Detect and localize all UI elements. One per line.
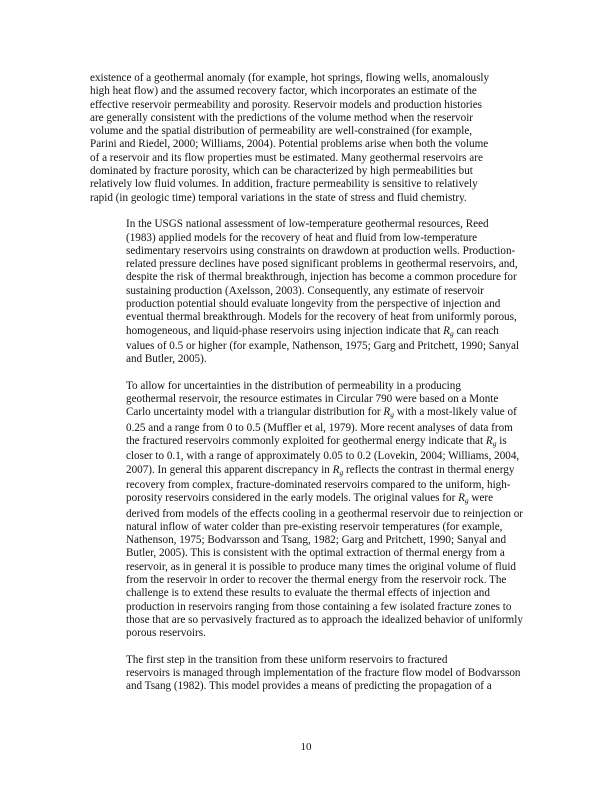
- text-line: Nathenson, 1975; Bodvarsson and Tsang, 1982; Garg and Pritchett, 1990; Sanyal and: [126, 534, 507, 547]
- text-line: dominated by fracture porosity, which can be characterized by high permeabilities but: [90, 165, 473, 178]
- text-line: the fractured reservoirs commonly exploited for geothermal energy indicate that $R_g$ is: [126, 435, 507, 449]
- recovery-factor-symbol: $R_g$: [485, 435, 497, 449]
- text-line: related pressure declines have posed significant problems in geothermal reservoirs, and,: [126, 258, 518, 271]
- paragraph: [90, 380, 532, 641]
- text-line: Parini and Riedel, 2000; Williams, 2004). Potential problems arise when both the volume: [90, 138, 489, 151]
- text-line: rapid (in geologic time) temporal variations in the state of stress and fluid chemistry.: [90, 191, 467, 204]
- text-line: relatively low fluid volumes. In addition, fracture permeability is sensitive to relatively: [90, 178, 478, 191]
- text-line: from the reservoir in order to recover the thermal energy from the reservoir rock. The: [126, 573, 507, 586]
- text-line: those that are so pervasively fractured as to approach the idealized behavior of uniformly: [126, 613, 523, 626]
- paragraph: [90, 218, 532, 366]
- page-number: 10: [300, 741, 312, 753]
- text-line: porosity reservoirs considered in the early models. The original values for $R_g$ were: [126, 492, 494, 506]
- text-line: 0.25 and a range from 0 to 0.5 (Muffler et al, 1979). More recent analyses of data from: [126, 421, 513, 434]
- body-text: [90, 72, 532, 707]
- text-line: closer to 0.1, with a range of approximately 0.05 to 0.2 (Lovekin, 2004; Williams, 2004,: [126, 450, 520, 463]
- text-line: and Butler, 2005).: [126, 353, 207, 366]
- text-line: challenge is to extend these results to evaluate the thermal effects of injection and: [126, 587, 490, 600]
- text-line: sustaining production (Axelsson, 2003). Consequently, any estimate of reservoir: [126, 284, 484, 297]
- text-line: Carlo uncertainty model with a triangular distribution for $R_g$ with a most-likely value of: [126, 406, 517, 420]
- paragraph: [90, 654, 532, 694]
- text-line: reservoirs is managed through implementation of the fracture flow model of Bodvarsson: [126, 667, 521, 680]
- text-line: homogeneous, and liquid-phase reservoirs using injection indicate that $R_g$ can reach: [126, 324, 499, 338]
- text-line: high heat flow) and the assumed recovery factor, which incorporates an estimate of the: [90, 85, 477, 98]
- text-line: To allow for uncertainties in the distribution of permeability in a producing: [126, 379, 461, 392]
- text-line: In the USGS national assessment of low-temperature geothermal resources, Reed: [126, 218, 489, 231]
- text-line: are generally consistent with the predictions of the volume method when the reservoir: [90, 111, 473, 124]
- text-line: porous reservoirs.: [126, 627, 206, 640]
- paragraph: [90, 72, 532, 205]
- recovery-factor-symbol: $R_g$: [458, 492, 469, 506]
- text-line: volume and the spatial distribution of permeability are well-constrained (for example,: [90, 125, 473, 138]
- text-line: sedimentary reservoirs using constraints on drawdown at production wells. Production-: [126, 244, 516, 257]
- text-line: Butler, 2005). This is consistent with the optimal extraction of thermal energy from a: [126, 547, 505, 560]
- text-line: of a reservoir and its flow properties must be estimated. Many geothermal reservoirs are: [90, 151, 483, 164]
- recovery-factor-symbol: $R_g$: [383, 406, 394, 420]
- text-line: 2007). In general this apparent discrepancy in $R_g$ reflects the contrast in thermal energy: [126, 463, 515, 477]
- text-line: natural inflow of water colder than pre-existing reservoir temperatures (for example,: [126, 520, 503, 533]
- text-line: production in reservoirs ranging from those containing a few isolated fracture zones to: [126, 600, 512, 613]
- text-line: despite the risk of thermal breakthrough, injection has become a common procedure for: [126, 271, 517, 284]
- text-line: reservoir, as in general it is possible to produce many times the original volume of fluid: [126, 560, 517, 573]
- text-line: effective reservoir permeability and porosity. Reservoir models and production histories: [90, 98, 482, 111]
- text-line: existence of a geothermal anomaly (for example, hot springs, flowing wells, anomalously: [90, 72, 490, 84]
- text-line: recovery from complex, fracture-dominated reservoirs compared to the uniform, high-: [126, 478, 511, 491]
- text-line: (1983) applied models for the recovery of heat and fluid from low-temperature: [126, 231, 478, 244]
- recovery-factor-symbol: $R_g$: [443, 324, 454, 338]
- text-line: and Tsang (1982). This model provides a means of predicting the propagation of a: [126, 680, 492, 693]
- text-line: geothermal reservoir, the resource estimates in Circular 790 were based on a Monte: [126, 393, 499, 406]
- text-line: values of 0.5 or higher (for example, Nathenson, 1975; Garg and Pritchett, 1990; Sanyal: [126, 339, 520, 352]
- recovery-factor-symbol: $R_g$: [332, 463, 344, 477]
- text-line: The first step in the transition from these uniform reservoirs to fractured: [126, 653, 448, 666]
- text-line: derived from models of the effects cooling in a geothermal reservoir due to reinjection or: [126, 507, 524, 520]
- text-line: production potential should evaluate longevity from the perspective of injection and: [126, 298, 501, 311]
- text-line: eventual thermal breakthrough. Models for the recovery of heat from uniformly porous,: [126, 311, 517, 324]
